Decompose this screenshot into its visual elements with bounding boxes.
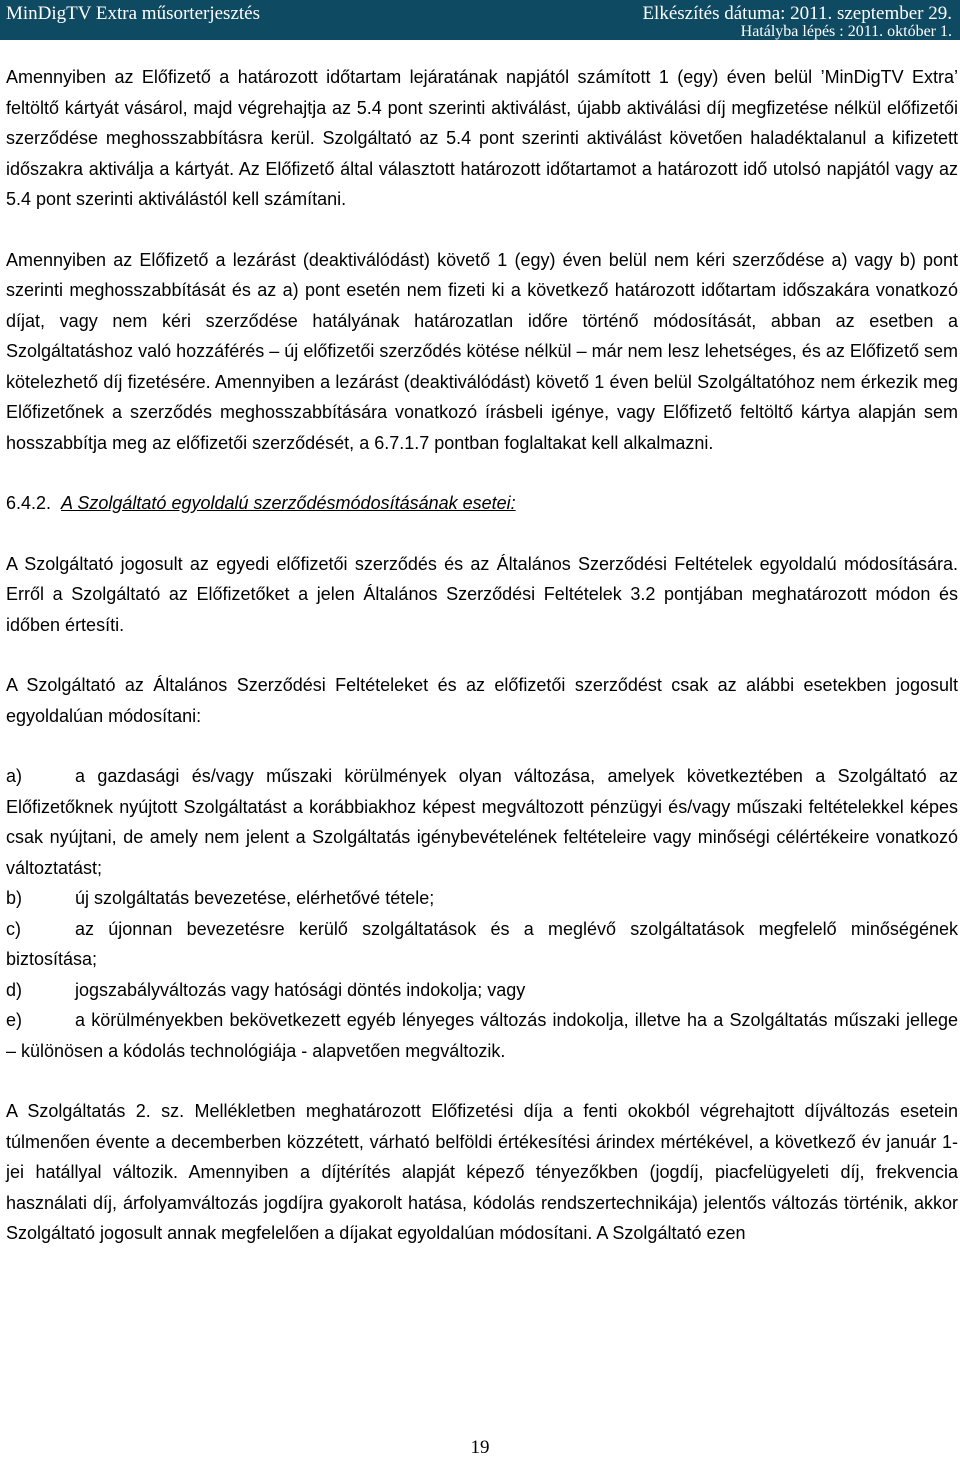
- page-number: 19: [470, 1437, 490, 1458]
- list-marker: b): [6, 888, 23, 908]
- effective-date: Hatályba lépés : 2011. október 1.: [740, 23, 952, 40]
- paragraph-fee-change: A Szolgáltatás 2. sz. Mellékletben meghatározott Előfizetési díja a fenti okokból végrehajtott díjváltozás esetein túlmenően évente a decemberben közzétett, várható belföldi értékesítési árindex mértékével, a következő év január 1-jei hatállyal változik. Amennyiben a díjtérítés alapját képező tényezőkben (jogdíj, piacfelügyeleti díj, frekvencia használati díj, árfolyamváltozás jogdíjra gyakorolt hatása, kódolás rendszertechnikája) jelentős változás történik, akkor Szolgáltató jogosult annak megfelelően a díjakat egyoldalúan módosítani. A Szolgáltató ezen: [6, 1101, 958, 1243]
- preparation-date: Elkészítés dátuma: 2011. szeptember 29.: [642, 3, 952, 24]
- section-heading: [6, 488, 958, 519]
- list-item-text: jogszabályváltozás vagy hatósági döntés indokolja; vagy: [75, 979, 526, 1000]
- list-marker: e): [6, 1010, 23, 1030]
- list-item: [6, 975, 958, 1006]
- paragraph-extension: Amennyiben az Előfizető a határozott időtartam lejáratának napjától számított 1 (egy) éven belül ’MinDigTV Extra’ feltöltő kártyát vásárol, majd végrehajtja az 5.4 pont szerinti aktiválást, újabb aktiválási díj megfizetése nélkül előfizetői szerződése meghosszabbításra kerül. Szolgáltató az 5.4 pont szerinti aktiválást követően haladéktalanul a kifizetett időszakra aktiválja a kártyát. Az Előfizető által választott határozott időtartamot a határozott idő utolsó napjától vagy az 5.4 pont szerinti aktiválástól kell számítani.: [6, 67, 958, 209]
- list-marker: a): [6, 766, 23, 786]
- document-header: [0, 0, 960, 40]
- list-item: [6, 914, 958, 975]
- list-item-text: a gazdasági és/vagy műszaki körülmények olyan változása, amelyek következtében a Szolgáltató az Előfizetőknek nyújtott Szolgáltatást a korábbiakhoz képest megváltozott pénzügyi és/vagy műszaki feltételekkel képes csak nyújtani, de amely nem jelent a Szolgáltatás igénybevételének feltételeire vagy minőségi célértékeire vonatkozó változtatást;: [6, 766, 958, 878]
- list-item: [6, 761, 958, 883]
- list-item: [6, 1005, 958, 1066]
- list-item-text: új szolgáltatás bevezetése, elérhetővé tétele;: [75, 888, 435, 908]
- document-title: MinDigTV Extra műsorterjesztés: [6, 3, 260, 24]
- paragraph-modification-cases: A Szolgáltató az Általános Szerződési Feltételeket és az előfizetői szerződést csak az alábbi esetekben jogosult egyoldalúan módosítani:: [6, 675, 958, 726]
- section-title: A Szolgáltató egyoldalú szerződésmódosításának esetei:: [61, 493, 516, 513]
- list-item: [6, 883, 958, 914]
- paragraph-right-to-modify: A Szolgáltató jogosult az egyedi előfizetői szerződés és az Általános Szerződési Feltételek egyoldalú módosítására. Erről a Szolgáltató az Előfizetőket a jelen Általános Szerződési Feltételek 3.2 pontjában meghatározott módon és időben értesíti.: [6, 553, 958, 635]
- list-item-text: a körülményekben bekövetkezett egyéb lényeges változás indokolja, illetve ha a Szolgáltatás műszaki jellege – különösen a kódolás technológiája - alapvetően megváltozik.: [6, 1010, 958, 1061]
- list-marker: d): [6, 979, 23, 1000]
- list-marker: c): [6, 918, 21, 939]
- section-number: 6.4.2.: [6, 493, 52, 513]
- modification-list: [6, 761, 958, 1066]
- paragraph-deactivation: Amennyiben az Előfizető a lezárást (deaktiválódást) követő 1 (egy) éven belül nem kéri szerződése a) vagy b) pont szerinti meghosszabbítását és az a) pont esetén nem fizeti ki a következő határozott időtartam időszakára vonatkozó díjat, vagy nem kéri szerződése hatályának határozatlan időre történő módosítását, abban az esetben a Szolgáltatáshoz való hozzáférés – új előfizetői szerződés kötése nélkül – már nem lesz lehetséges, és az Előfizető sem kötelezhető díj fizetésére. Amennyiben a lezárást (deaktiválódást) követő 1 éven belül Szolgáltatóhoz nem érkezik meg Előfizetőnek a szerződés meghosszabbítására vonatkozó írásbeli igénye, vagy Előfizető feltöltő kártya alapján sem hosszabbítja meg az előfizetői szerződését, a 6.7.1.7 pontban foglaltakat kell alkalmazni.: [6, 249, 958, 453]
- list-item-text: az újonnan bevezetésre kerülő szolgáltatások és a meglévő szolgáltatások megfelelő minőségének biztosítása;: [6, 918, 958, 969]
- document-body: [6, 62, 958, 1249]
